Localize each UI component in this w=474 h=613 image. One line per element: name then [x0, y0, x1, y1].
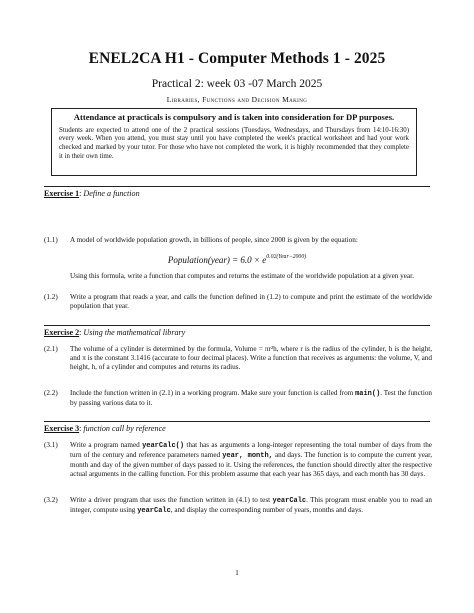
attendance-notice-box [51, 108, 417, 176]
code-reference-params: year, month, [222, 452, 273, 460]
item-text [70, 441, 432, 479]
document-title: ENEL2CA H1 - Computer Methods 1 - 2025 [88, 50, 386, 67]
item-text-part: Include the function written in (2.1) in a working program. Make sure your function is called from [70, 389, 356, 397]
section-rule [44, 421, 430, 422]
exercise-title: Exercise 3 [44, 424, 80, 433]
item-text: A model of worldwide population growth, in billions of people, since 2000 is given by the equation: [70, 236, 358, 244]
item-number: (2.1) [44, 345, 58, 353]
exercise-1-heading: Exercise 1: Define a function [44, 189, 140, 198]
section-rule [44, 325, 430, 326]
exercise-3-heading: Exercise 3: function call by reference [44, 424, 166, 433]
attendance-notice-heading: Attendance at practicals is compulsory and is taken into consideration for DP purposes. [73, 112, 395, 122]
item-text-part: . Test the function by passing various data to it. [70, 389, 433, 407]
item-text-part: , and display the corresponding number of years, months and days. [170, 506, 364, 514]
exercise-subtitle: Using the mathematical library [83, 328, 186, 337]
item-text [70, 496, 432, 516]
formula-lhs: Population(year) = 6.0 × e [167, 255, 267, 265]
topics-subtitle: Libraries, Functions and Decision Making [166, 95, 308, 104]
exercise-subtitle: Define a function [83, 189, 140, 198]
code-yearcalc: yearCalc [272, 497, 307, 505]
section-rule [44, 186, 430, 187]
population-formula [0, 254, 474, 265]
item-text-part: Write a driver program that uses the function written in (4.1) to test [70, 496, 273, 504]
exercise-title: Exercise 1 [44, 189, 80, 198]
exercise-subtitle: function call by reference [83, 424, 166, 433]
item-text: Using this formula, write a function that computes and returns the estimate of the worldwide population at a given year. [70, 272, 414, 280]
practical-subtitle: Practical 2: week 03 -07 March 2025 [151, 78, 323, 90]
code-yearcalc: yearCalc() [142, 442, 185, 450]
formula-exponent: 0.02(Year−2000) [266, 254, 307, 260]
item-number: (2.2) [44, 389, 58, 397]
attendance-notice-body: Students are expected to attend one of the 2 practical sessions (Tuesdays, Wednesdays, and Thursdays from 14:10-16:30) every week. When you attend, you must stay until you have completed the week's practical worksheet and had your work checked and marked by your tutor. For those who have not completed the work, it is highly recommended that they complete it in their own time. [59, 126, 409, 160]
item-text: Write a program that reads a year, and calls the function defined in (1.2) to compute and print the estimate of the worldwide population that year. [70, 293, 432, 310]
exercise-2-heading: Exercise 2: Using the mathematical library [44, 328, 186, 337]
item-text: The volume of a cylinder is determined by the formula, Volume = πr²h, where r is the radius of the cylinder, h is the height, and π is the constant 3.1416 (accurate to four decimal places). Write a function that receives as arguments: the volume, V, and height, h, of a cylinder and computes and returns its radius. [70, 345, 432, 371]
code-yearcalc: yearCalc [137, 507, 171, 515]
item-text-part: and days. The function is to compute the current year, month and day of the given number of days passed to it. Using the references, the function should directly alter the respective actual arguments in the calling function. For this problem assume that each year has 365 days, and each month has 30 days. [70, 451, 432, 478]
item-number: (1.1) [44, 236, 58, 244]
item-text-part: . This program must enable you to read an integer, compute using [70, 496, 432, 514]
page-number: 1 [235, 568, 239, 577]
exercise-title: Exercise 2 [44, 328, 80, 337]
item-text-part: that has as arguments a long-integer representing the total number of days from the turn of the century and reference parameters named [70, 441, 432, 459]
item-text-part: Write a program named [70, 441, 143, 449]
item-text [70, 389, 432, 408]
item-number: (3.1) [44, 441, 58, 449]
item-number: (1.2) [44, 293, 58, 301]
code-main: main() [355, 390, 381, 398]
item-number: (3.2) [44, 496, 58, 504]
